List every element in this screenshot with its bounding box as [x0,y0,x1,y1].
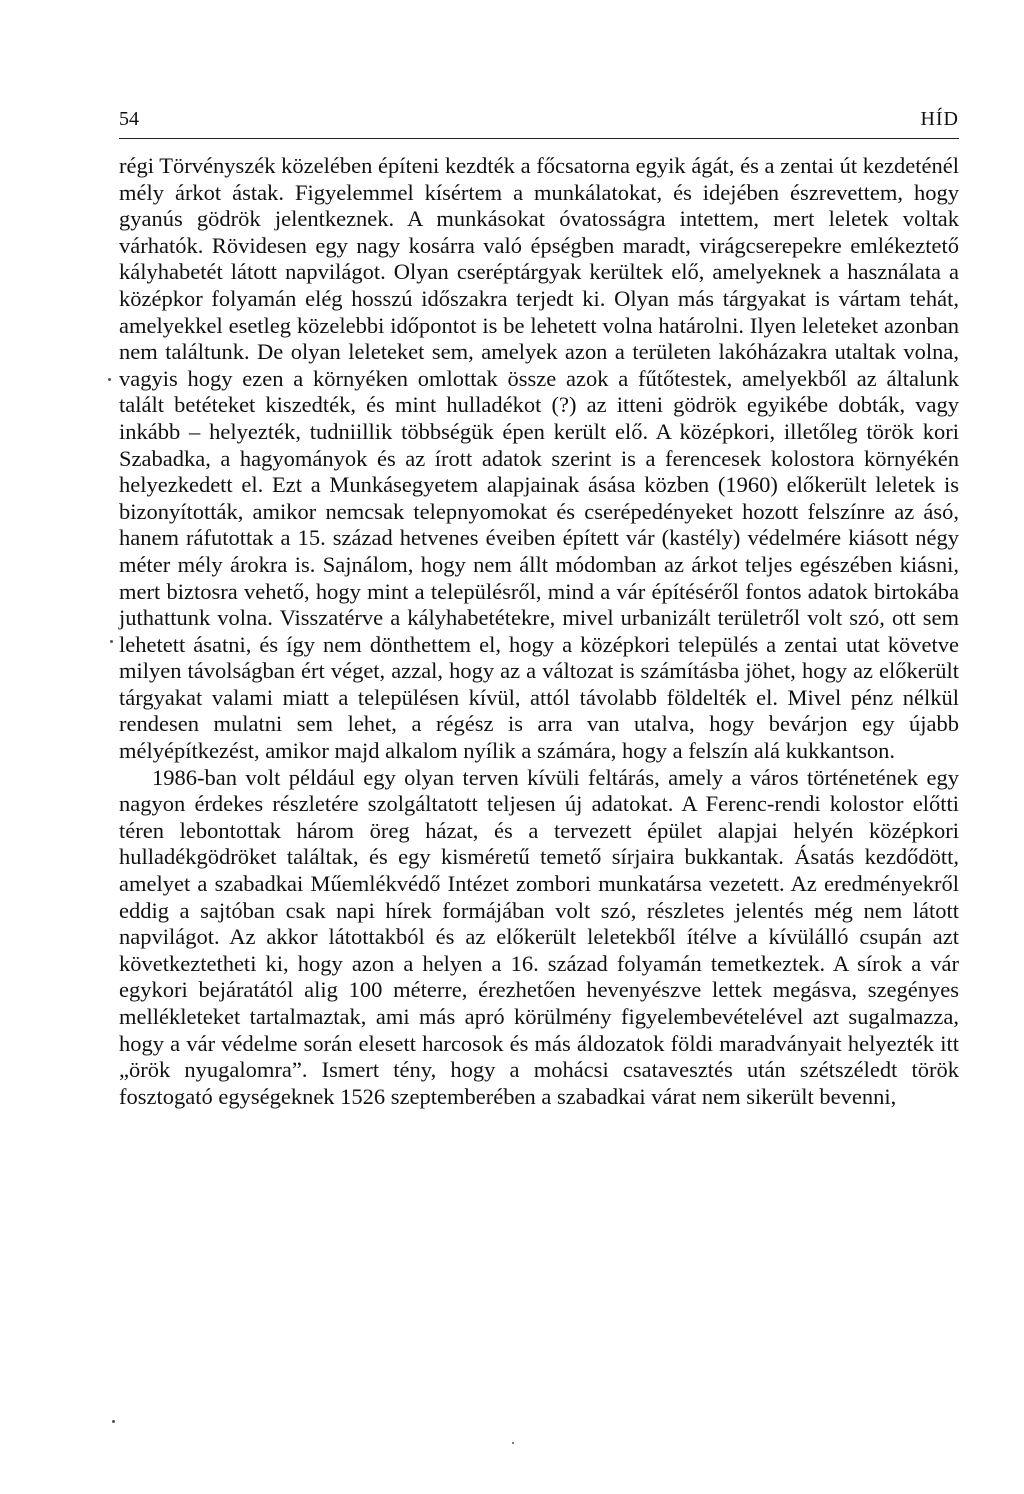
paragraph-2: 1986-ban volt például egy olyan terven kívüli feltárás, amely a város történetének egy nagyon érdekes részletére szolgáltatott teljesen új adatokat. A Ferenc-rendi kolostor előtti téren lebontottak három öreg házat, és a tervezett épület alapjai helyén középkori hulladékgödröket találtak, és egy kisméretű temető sírjaira bukkantak. Ásatás kezdődött, amelyet a szabadkai Műemlékvédő Intézet zombori munkatársa vezetett. Az eredményekről eddig a sajtóban csak napi hírek formájában volt szó, részletes jelentés még nem látott napvilágot. Az akkor látottakból és az előkerült leletekből ítélve a kívülálló csupán azt következtetheti ki, hogy azon a helyen a 16. század folyamán temetkeztek. A sírok a vár egykori bejáratától alig 100 méterre, érezhetően hevenyészve lettek megásva, szegényes mellékleteket tartalmaztak, ami más apró körülmény figyelembevételével azt sugalmazza, hogy a vár védelme során elesett harcosok és más áldozatok földi maradványait helyezték itt „örök nyugalomra”. Ismert tény, hogy a mohácsi csatavesztés után szétszéledt török fosztogató egységeknek 1526 szeptemberében a szabadkai várat nem sikerült bevenni, [119,764,959,1109]
journal-title: HÍD [920,108,959,130]
margin-speck [112,1420,115,1423]
running-header [119,104,959,134]
paragraph-1: régi Törvényszék közelében építeni kezdték a főcsatorna egyik ágát, és a zentai út kezdeténél mély árkot ástak. Figyelemmel kísértem a munkálatokat, és idejében észrevettem, hogy gyanús gödrök jelentkeznek. A munkásokat óvatosságra intettem, mert leletek voltak várhatók. Rövidesen egy nagy kosárra való épségben maradt, virágcserepekre emlékeztető kályhabetét látott napvilágot. Olyan cseréptárgyak kerültek elő, amelyeknek a használata a középkor folyamán elég hosszú időszakra terjedt ki. Olyan más tárgyakat is vártam tehát, amelyekkel esetleg közelebbi időpontot is be lehetett volna határolni. Ilyen leleteket azonban nem találtunk. De olyan leleteket sem, amelyek azon a területen lakóházakra utaltak volna, vagyis hogy ezen a környéken omlottak össze azok a fűtőtestek, amelyekből az általunk talált betéteket kiszedték, és mint hulladékot (?) az itteni gödrök egyikébe dobták, vagy inkább – helyezték, tudniillik többségük épen került elő. A középkori, illetőleg török kori Szabadka, a hagyományok és az írott adatok szerint is a ferencesek kolostora környékén helyezkedett el. Ezt a Munkásegyetem alapjainak ásása közben (1960) előkerült leletek is bizonyították, amikor nemcsak telepnyomokat és cserépedényeket hozott felszínre az ásó, hanem ráfutottak a 15. század hetvenes éveiben épített vár (kastély) védelmére kiásott négy méter mély árokra is. Sajnálom, hogy nem állt módomban az árkot teljes egészében kiásni, mert biztosra vehető, hogy mint a településről, mind a vár építéséről fontos adatok birtokába juthattunk volna. Visszatérve a kályhabetétekre, mivel urbanizált területről volt szó, ott sem lehetett ásatni, és így nem dönthettem el, hogy a középkori település a zentai utat követve milyen távolságban ért véget, azzal, hogy az a változat is számításba jöhet, hogy az előkerült tárgyakat valami miatt a településen kívül, attól távolabb földelték el. Mivel pénz nélkül rendesen mulatni sem lehet, a régész is arra van utalva, hogy bevárjon egy újabb mélyépítkezést, amikor majd alkalom nyílik a számára, hogy a felszín alá kukkantson. [119,153,959,764]
margin-speck [110,640,113,643]
margin-speck [108,378,111,381]
page-number: 54 [119,108,139,130]
header-rule [119,138,959,139]
margin-speck [512,1442,514,1444]
body-text [119,153,959,1110]
page-content [119,104,959,1110]
